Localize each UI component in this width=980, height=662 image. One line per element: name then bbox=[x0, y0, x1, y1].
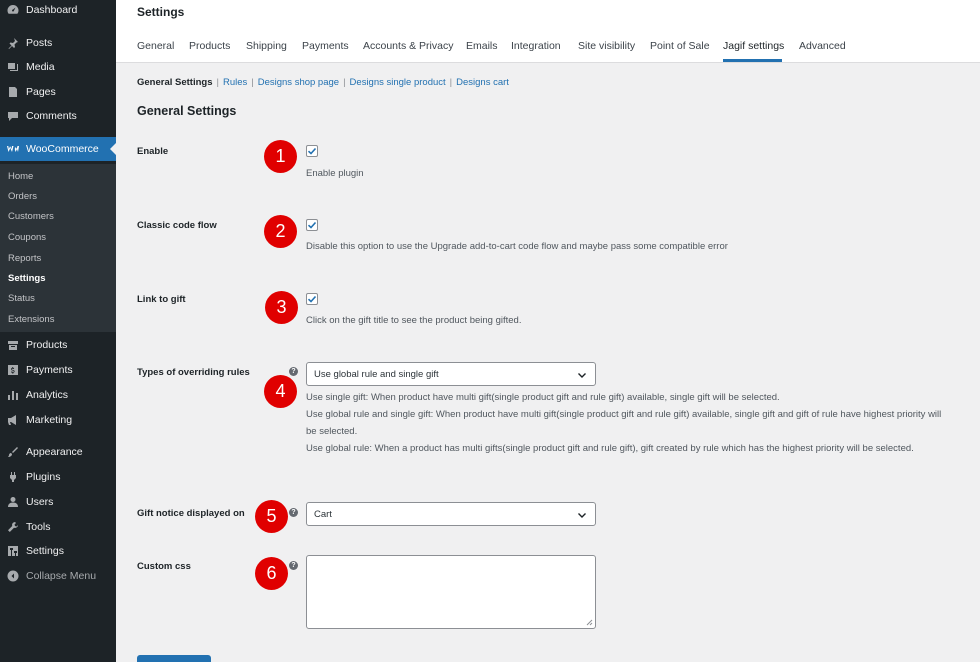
overriding-rules-description-3: Use global rule: When a product has multi gifts(single product gift and rule gift), gift created by rule which has the highest priority will be selected. bbox=[306, 443, 914, 454]
link-to-gift-checkbox[interactable] bbox=[306, 293, 318, 305]
checkmark-icon bbox=[307, 146, 317, 156]
annotation-badge-1: 1 bbox=[264, 140, 297, 173]
sidebar-item-payments[interactable] bbox=[0, 358, 116, 382]
sidebar-item-label: Pages bbox=[26, 86, 56, 98]
sidebar-item-label: Products bbox=[26, 339, 68, 351]
archive-icon bbox=[7, 339, 19, 351]
sidebar-item-media[interactable] bbox=[0, 55, 116, 79]
tab-site-visibility[interactable]: Site visibility bbox=[578, 40, 636, 52]
overriding-rules-description-2: Use global rule and single gift: When product have multi gift(single product gift and rule gift) available, single gift and gift of rule have highest priority will be selected. bbox=[306, 409, 942, 437]
sidebar-item-woocommerce[interactable] bbox=[0, 137, 116, 161]
sidebar-item-settings[interactable] bbox=[0, 539, 116, 563]
dollar-icon bbox=[7, 364, 19, 376]
enable-label: Enable bbox=[137, 146, 169, 157]
annotation-badge-4: 4 bbox=[264, 375, 297, 408]
settings-header bbox=[116, 0, 980, 63]
subnav-separator: | bbox=[343, 77, 346, 88]
overriding-rules-description-1: Use single gift: When product have multi gift(single product gift and rule gift) available, single gift will be selected. bbox=[306, 392, 780, 403]
collapse-menu-button[interactable] bbox=[0, 564, 116, 588]
submenu-extensions[interactable]: Extensions bbox=[8, 314, 55, 325]
tab-payments[interactable]: Payments bbox=[302, 40, 349, 52]
link-to-gift-label: Link to gift bbox=[137, 294, 186, 305]
admin-sidebar bbox=[0, 0, 116, 662]
checkmark-icon bbox=[307, 294, 317, 304]
sidebar-item-comments[interactable] bbox=[0, 104, 116, 128]
dashboard-icon bbox=[7, 4, 19, 16]
sidebar-item-appearance[interactable] bbox=[0, 440, 116, 464]
submenu-orders[interactable]: Orders bbox=[8, 191, 38, 202]
sidebar-item-tools[interactable] bbox=[0, 515, 116, 539]
gift-notice-select[interactable] bbox=[306, 502, 596, 526]
collapse-icon bbox=[7, 570, 19, 582]
gift-notice-label: Gift notice displayed on bbox=[137, 508, 245, 519]
subnav-separator: | bbox=[251, 77, 254, 88]
help-icon[interactable]: ? bbox=[289, 508, 298, 517]
resize-handle-icon[interactable] bbox=[585, 618, 593, 626]
subnav-separator: | bbox=[216, 77, 219, 88]
submenu-settings[interactable]: Settings bbox=[8, 273, 46, 284]
chevron-down-icon bbox=[577, 370, 587, 380]
annotation-badge-3: 3 bbox=[265, 291, 298, 324]
tab-accounts-privacy[interactable]: Accounts & Privacy bbox=[363, 40, 454, 52]
sidebar-item-label: Dashboard bbox=[26, 4, 78, 16]
submenu-customers[interactable]: Customers bbox=[8, 211, 54, 222]
select-value: Cart bbox=[314, 508, 332, 520]
sidebar-item-products[interactable] bbox=[0, 333, 116, 357]
sidebar-item-label: Settings bbox=[26, 545, 64, 557]
submenu-coupons[interactable]: Coupons bbox=[8, 232, 47, 243]
settings-icon bbox=[7, 545, 19, 557]
submenu-status[interactable]: Status bbox=[8, 293, 35, 304]
active-tab-indicator bbox=[723, 59, 782, 62]
sidebar-item-label: Media bbox=[26, 61, 55, 73]
sidebar-item-pages[interactable] bbox=[0, 80, 116, 104]
subsection-nav bbox=[137, 77, 509, 88]
megaphone-icon bbox=[7, 414, 19, 426]
sidebar-item-label: Marketing bbox=[26, 414, 73, 426]
checkmark-icon bbox=[307, 220, 317, 230]
woo-icon bbox=[7, 143, 19, 155]
subnav-general-settings[interactable]: General Settings bbox=[137, 77, 213, 88]
sidebar-item-label: Posts bbox=[26, 37, 53, 49]
brush-icon bbox=[7, 446, 19, 458]
sidebar-item-label: Tools bbox=[26, 521, 51, 533]
enable-description: Enable plugin bbox=[306, 168, 364, 179]
bar-chart-icon bbox=[7, 389, 19, 401]
link-to-gift-description: Click on the gift title to see the product being gifted. bbox=[306, 315, 522, 326]
sidebar-item-label: Users bbox=[26, 496, 54, 508]
sidebar-item-label: Collapse Menu bbox=[26, 570, 97, 582]
subnav-rules[interactable]: Rules bbox=[222, 77, 248, 88]
enable-checkbox[interactable] bbox=[306, 145, 318, 157]
custom-css-label: Custom css bbox=[137, 561, 191, 572]
sidebar-item-label: WooCommerce bbox=[26, 143, 99, 155]
subnav-designs-single-product[interactable]: Designs single product bbox=[349, 77, 446, 88]
user-icon bbox=[7, 496, 19, 508]
subnav-designs-cart[interactable]: Designs cart bbox=[456, 77, 509, 88]
sidebar-item-label: Plugins bbox=[26, 471, 61, 483]
classic-code-flow-description: Disable this option to use the Upgrade add-to-cart code flow and maybe pass some compatible error bbox=[306, 241, 728, 252]
woocommerce-submenu bbox=[0, 164, 116, 332]
tab-shipping[interactable]: Shipping bbox=[246, 40, 287, 52]
sidebar-item-label: Appearance bbox=[26, 446, 83, 458]
help-icon[interactable]: ? bbox=[289, 367, 298, 376]
sidebar-item-plugins[interactable] bbox=[0, 465, 116, 489]
classic-code-flow-checkbox[interactable] bbox=[306, 219, 318, 231]
plugin-icon bbox=[7, 471, 19, 483]
wrench-icon bbox=[7, 521, 19, 533]
overriding-rules-label: Types of overriding rules bbox=[137, 367, 250, 378]
overriding-rules-select[interactable] bbox=[306, 362, 596, 386]
media-icon bbox=[7, 61, 19, 73]
comment-icon bbox=[7, 110, 19, 122]
annotation-badge-6: 6 bbox=[255, 557, 288, 590]
tab-jagif-settings[interactable]: Jagif settings bbox=[723, 40, 785, 52]
chevron-down-icon bbox=[577, 510, 587, 520]
tab-emails[interactable]: Emails bbox=[466, 40, 498, 52]
tab-general[interactable]: General bbox=[137, 40, 175, 52]
sidebar-item-marketing[interactable] bbox=[0, 408, 116, 432]
subnav-separator: | bbox=[449, 77, 453, 88]
submenu-reports[interactable]: Reports bbox=[8, 253, 42, 264]
page-title: Settings bbox=[137, 5, 185, 19]
page-icon bbox=[7, 86, 19, 98]
sidebar-item-dashboard[interactable] bbox=[0, 0, 116, 22]
select-value: Use global rule and single gift bbox=[314, 368, 439, 380]
classic-code-flow-label: Classic code flow bbox=[137, 220, 217, 231]
tab-advanced[interactable]: Advanced bbox=[799, 40, 846, 52]
pin-icon bbox=[7, 37, 19, 49]
sidebar-item-label: Payments bbox=[26, 364, 73, 376]
tab-integration[interactable]: Integration bbox=[511, 40, 561, 52]
section-title: General Settings bbox=[137, 104, 237, 118]
sidebar-item-posts[interactable] bbox=[0, 31, 116, 55]
annotation-badge-5: 5 bbox=[255, 500, 288, 533]
sidebar-item-users[interactable] bbox=[0, 490, 116, 514]
save-changes-button[interactable] bbox=[137, 655, 211, 662]
subnav-designs-shop-page[interactable]: Designs shop page bbox=[257, 77, 340, 88]
sidebar-item-analytics[interactable] bbox=[0, 383, 116, 407]
submenu-home[interactable]: Home bbox=[8, 171, 34, 182]
sidebar-item-label: Comments bbox=[26, 110, 77, 122]
annotation-badge-2: 2 bbox=[264, 215, 297, 248]
tab-point-of-sale[interactable]: Point of Sale bbox=[650, 40, 710, 52]
sidebar-item-label: Analytics bbox=[26, 389, 69, 401]
custom-css-textarea[interactable] bbox=[306, 555, 596, 629]
tab-products[interactable]: Products bbox=[189, 40, 231, 52]
help-icon[interactable]: ? bbox=[289, 561, 298, 570]
